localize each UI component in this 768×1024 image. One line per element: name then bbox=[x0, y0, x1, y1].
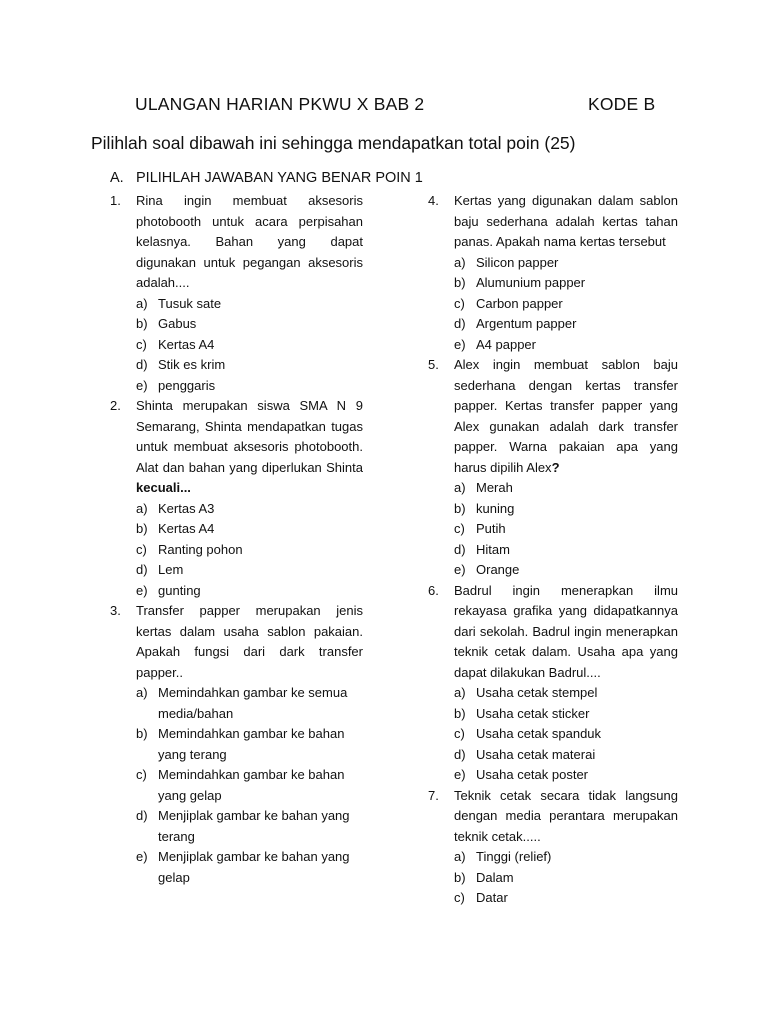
answer-option bbox=[428, 765, 678, 786]
answer-option bbox=[110, 581, 363, 602]
option-text: Hitam bbox=[476, 541, 510, 557]
option-text: Datar bbox=[476, 890, 508, 905]
question-text bbox=[454, 191, 678, 253]
option-text: A4 papper bbox=[476, 336, 536, 352]
option-letter: c) bbox=[454, 295, 465, 311]
option-letter: a) bbox=[136, 500, 148, 516]
answer-option bbox=[110, 724, 363, 765]
answer-option bbox=[110, 847, 363, 888]
option-text: Kertas A4 bbox=[158, 521, 215, 536]
answer-option bbox=[428, 294, 678, 315]
option-text: Silicon papper bbox=[476, 254, 559, 270]
option-text: Usaha cetak poster bbox=[476, 767, 589, 782]
option-text: penggaris bbox=[158, 377, 216, 393]
option-letter: e) bbox=[454, 562, 466, 577]
option-letter: e) bbox=[454, 336, 466, 352]
question-number: 2. bbox=[110, 398, 121, 413]
question-1 bbox=[110, 191, 363, 294]
option-letter: c) bbox=[454, 890, 465, 905]
option-letter: d) bbox=[136, 808, 148, 823]
question-3 bbox=[110, 601, 363, 683]
question-body: Kertas yang digunakan dalam sablon baju sederhana adalah kertas tahan panas. Apakah nama kertas tersebut bbox=[454, 193, 678, 249]
option-text: Tusuk sate bbox=[158, 295, 222, 311]
option-letter: b) bbox=[454, 869, 466, 885]
question-number: 6. bbox=[428, 582, 439, 598]
answer-option bbox=[110, 314, 363, 335]
option-letter: a) bbox=[136, 685, 148, 700]
option-text: Orange bbox=[476, 562, 520, 577]
option-text: Tinggi (relief) bbox=[476, 849, 552, 864]
option-letter: b) bbox=[454, 500, 466, 516]
option-text: Kertas A3 bbox=[158, 500, 215, 516]
question-5 bbox=[428, 355, 678, 478]
answer-option bbox=[110, 376, 363, 397]
left-column bbox=[110, 191, 363, 888]
section-heading bbox=[110, 170, 423, 186]
answer-option bbox=[110, 540, 363, 561]
option-text: Lem bbox=[158, 562, 184, 577]
option-text: Memindahkan gambar ke bahan yang gelap bbox=[158, 767, 345, 803]
option-text: Gabus bbox=[158, 316, 197, 331]
instruction-text: Pilihlah soal dibawah ini sehingga mendapatkan total poin (25) bbox=[91, 133, 576, 153]
answer-option bbox=[428, 704, 678, 725]
answer-option bbox=[428, 478, 678, 499]
question-text bbox=[454, 355, 678, 478]
option-letter: a) bbox=[454, 685, 466, 700]
option-letter: e) bbox=[136, 582, 148, 598]
option-text: gunting bbox=[158, 582, 201, 598]
question-body: Transfer papper merupakan jenis kertas dalam usaha sablon pakaian. Apakah fungsi dari dark transfer papper.. bbox=[136, 603, 363, 680]
question-body: Alex ingin membuat sablon baju sederhana dengan kertas transfer papper. Kertas transfer papper yang Alex gunakan adalah dark transfer papper. Warna pakaian apa yang harus dipilih Alex bbox=[454, 357, 678, 475]
option-text: Usaha cetak spanduk bbox=[476, 726, 602, 741]
answer-option bbox=[110, 519, 363, 540]
option-letter: b) bbox=[136, 316, 148, 331]
answer-option bbox=[428, 868, 678, 889]
option-letter: d) bbox=[454, 316, 466, 331]
option-text: Kertas A4 bbox=[158, 336, 215, 352]
option-letter: e) bbox=[136, 849, 148, 864]
question-text bbox=[454, 581, 678, 684]
option-letter: e) bbox=[136, 377, 148, 393]
option-text: Carbon papper bbox=[476, 295, 563, 311]
option-letter: c) bbox=[454, 521, 465, 536]
option-text: Usaha cetak materai bbox=[476, 746, 596, 762]
question-number: 5. bbox=[428, 357, 439, 372]
option-letter: a) bbox=[454, 254, 466, 270]
answer-option bbox=[428, 273, 678, 294]
answer-option bbox=[428, 540, 678, 561]
option-text: Memindahkan gambar ke semua media/bahan bbox=[158, 685, 348, 721]
option-letter: c) bbox=[136, 541, 147, 557]
answer-option bbox=[428, 499, 678, 520]
exam-title: ULANGAN HARIAN PKWU X BAB 2 bbox=[135, 94, 425, 114]
question-text bbox=[136, 396, 363, 499]
answer-option bbox=[110, 560, 363, 581]
question-4 bbox=[428, 191, 678, 253]
option-letter: c) bbox=[454, 726, 465, 741]
question-body: Shinta merupakan siswa SMA N 9 Semarang, Shinta mendapatkan tugas untuk membuat aksesoris photobooth. Alat dan bahan yang diperlukan Shinta bbox=[136, 398, 363, 475]
option-letter: e) bbox=[454, 767, 466, 782]
answer-option bbox=[428, 888, 678, 909]
answer-option bbox=[110, 683, 363, 724]
answer-option bbox=[428, 745, 678, 766]
section-title: PILIHLAH JAWABAN YANG BENAR POIN 1 bbox=[136, 170, 423, 186]
section-letter: A. bbox=[110, 170, 124, 186]
answer-option bbox=[428, 683, 678, 704]
answer-option bbox=[428, 847, 678, 868]
answer-option bbox=[428, 519, 678, 540]
option-letter: d) bbox=[454, 541, 466, 557]
answer-option bbox=[428, 335, 678, 356]
option-text: Memindahkan gambar ke bahan yang terang bbox=[158, 726, 345, 762]
answer-option bbox=[428, 253, 678, 274]
answer-option bbox=[428, 314, 678, 335]
question-text bbox=[136, 601, 363, 683]
question-body: Rina ingin membuat aksesoris photobooth untuk acara perpisahan kelasnya. Bahan yang dapat digunakan untuk pegangan aksesoris adalah.... bbox=[136, 193, 363, 290]
answer-option bbox=[110, 806, 363, 847]
option-text: Merah bbox=[476, 480, 513, 495]
question-body: Teknik cetak secara tidak langsung dengan media perantara merupakan teknik cetak..... bbox=[454, 787, 678, 844]
option-text: Stik es krim bbox=[158, 357, 226, 372]
option-letter: b) bbox=[454, 705, 466, 721]
option-text: Menjiplak gambar ke bahan yang terang bbox=[158, 808, 350, 844]
question-emphasis: kecuali... bbox=[136, 480, 191, 495]
option-text: kuning bbox=[476, 500, 515, 516]
answer-option bbox=[110, 294, 363, 315]
option-letter: a) bbox=[454, 849, 466, 864]
question-number: 3. bbox=[110, 603, 121, 618]
option-text: Usaha cetak stempel bbox=[476, 685, 598, 700]
option-letter: b) bbox=[136, 726, 148, 741]
question-text bbox=[136, 191, 363, 294]
answer-option bbox=[110, 335, 363, 356]
question-6 bbox=[428, 581, 678, 684]
option-letter: b) bbox=[454, 275, 466, 290]
question-7 bbox=[428, 786, 678, 848]
option-letter: d) bbox=[136, 562, 148, 577]
answer-option bbox=[428, 724, 678, 745]
option-text: Putih bbox=[476, 521, 506, 536]
option-text: Alumunium papper bbox=[476, 275, 586, 290]
answer-option bbox=[110, 499, 363, 520]
question-number: 7. bbox=[428, 787, 439, 803]
right-column bbox=[428, 191, 678, 909]
option-letter: c) bbox=[136, 336, 147, 352]
question-number: 4. bbox=[428, 193, 439, 208]
option-letter: d) bbox=[136, 357, 148, 372]
option-letter: a) bbox=[136, 295, 148, 311]
option-letter: d) bbox=[454, 746, 466, 762]
option-text: Ranting pohon bbox=[158, 541, 243, 557]
question-body: Badrul ingin menerapkan ilmu rekayasa grafika yang didapatkannya dari sekolah. Badrul ingin menerapkan teknik cetak dalam. Usaha apa yang dapat dilakukan Badrul.... bbox=[454, 582, 678, 680]
exam-code: KODE B bbox=[588, 94, 656, 114]
question-text bbox=[454, 786, 678, 848]
question-emphasis: ? bbox=[551, 459, 560, 475]
option-text: Menjiplak gambar ke bahan yang gelap bbox=[158, 849, 350, 885]
question-number: 1. bbox=[110, 193, 121, 208]
answer-option bbox=[428, 560, 678, 581]
answer-option bbox=[110, 765, 363, 806]
option-text: Dalam bbox=[476, 869, 514, 885]
option-letter: a) bbox=[454, 480, 466, 495]
option-letter: c) bbox=[136, 767, 147, 782]
question-2 bbox=[110, 396, 363, 499]
answer-option bbox=[110, 355, 363, 376]
option-letter: b) bbox=[136, 521, 148, 536]
option-text: Argentum papper bbox=[476, 316, 577, 331]
option-text: Usaha cetak sticker bbox=[476, 705, 590, 721]
